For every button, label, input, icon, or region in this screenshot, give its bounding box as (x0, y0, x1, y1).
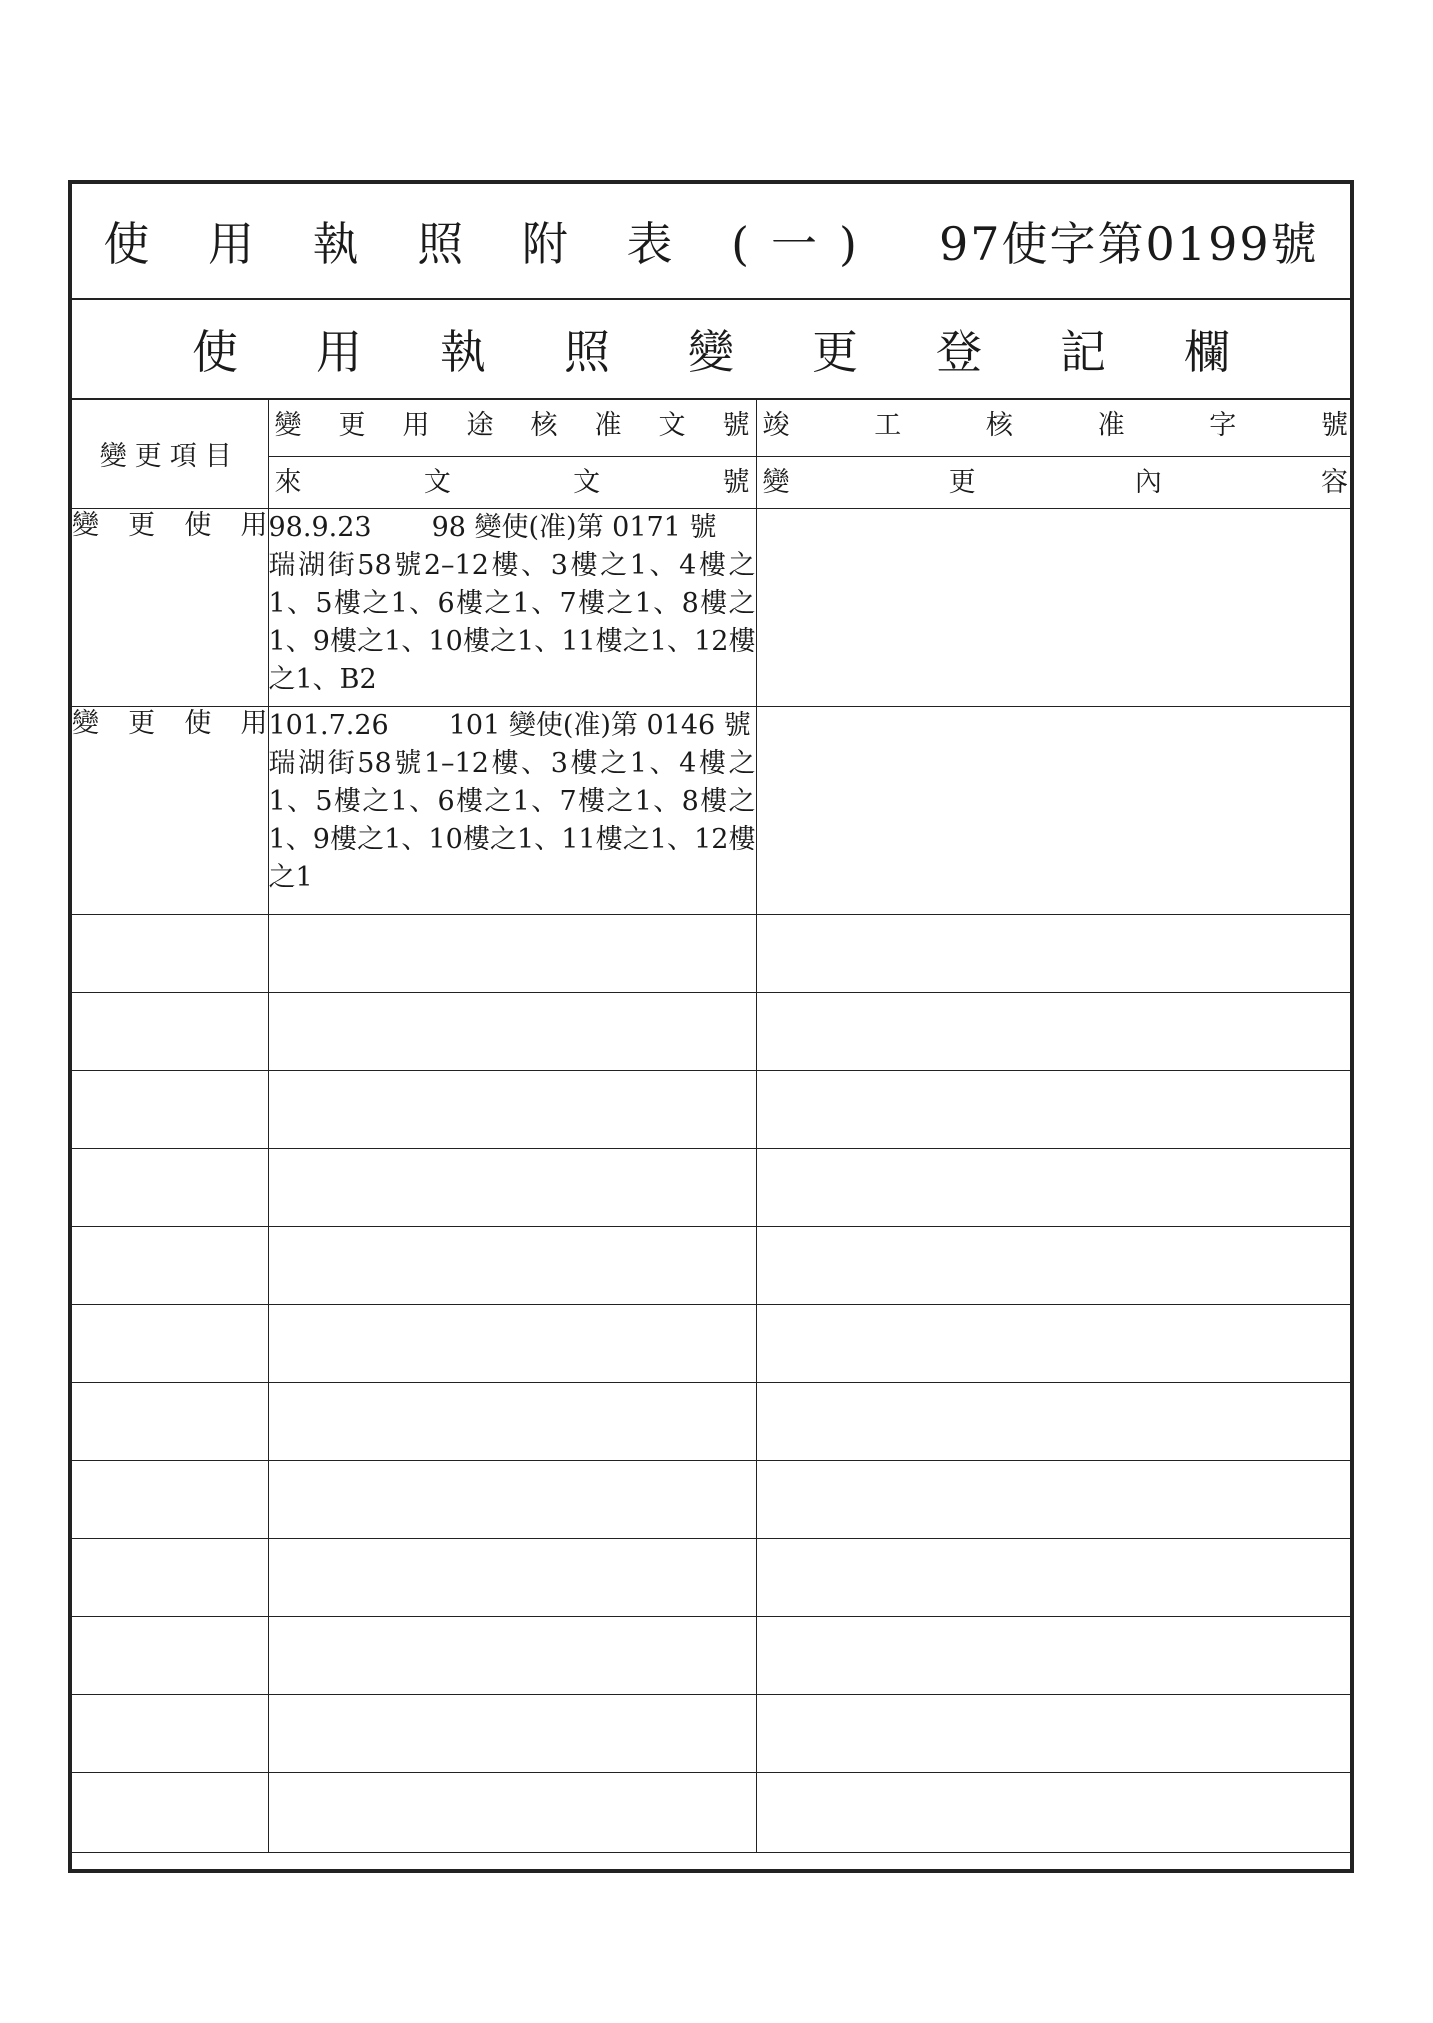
empty-cell (268, 1772, 756, 1852)
empty-cell (756, 1460, 1354, 1538)
completion-header-char: 工 (874, 410, 902, 441)
empty-cell (756, 1226, 1354, 1304)
form-subtitle: 使用執照變更登記欄 (192, 325, 1308, 379)
entry-floors: 瑞湖街58號2–12樓、3樓之1、4樓之1、5樓之1、6樓之1、7樓之1、8樓之1、9樓之1、10樓之1、11樓之1、12樓之1、B2 (268, 549, 756, 695)
entry-category-char: 變 (72, 707, 99, 739)
empty-cell (268, 992, 756, 1070)
incoming-doc-header-char: 文 (423, 466, 451, 498)
form-title-row (72, 184, 1350, 300)
empty-cell (72, 1538, 268, 1616)
permit-number: 97使字第0199號 (939, 217, 1319, 271)
empty-cell (72, 1304, 268, 1382)
approval-doc-header-char: 號 (722, 410, 750, 441)
empty-row (72, 1382, 1354, 1460)
empty-cell (268, 1070, 756, 1148)
empty-cell (268, 1148, 756, 1226)
approval-doc-header-char: 用 (402, 410, 430, 441)
header-row-1 (72, 400, 1354, 456)
empty-cell (756, 1304, 1354, 1382)
permit-form (68, 180, 1354, 1873)
empty-row (72, 992, 1354, 1070)
empty-row (72, 1460, 1354, 1538)
form-title: 使 用 執 照 附 表 (一) (103, 217, 879, 271)
entry-completion (756, 706, 1354, 914)
entry-category-char: 更 (128, 509, 156, 541)
entry-approval (268, 508, 756, 706)
empty-row (72, 1070, 1354, 1148)
empty-cell (72, 1148, 268, 1226)
entry-row (72, 706, 1354, 914)
change-content-header-char: 容 (1320, 466, 1348, 498)
change-content-header (756, 456, 1354, 508)
empty-cell (756, 1772, 1354, 1852)
entry-floors: 瑞湖街58號1–12樓、3樓之1、4樓之1、5樓之1、6樓之1、7樓之1、8樓之1、9樓之1、10樓之1、11樓之1、12樓之1 (268, 747, 756, 893)
empty-cell (268, 1538, 756, 1616)
empty-cell (756, 1070, 1354, 1148)
incoming-doc-header-char: 號 (722, 466, 750, 498)
empty-cell (72, 1382, 268, 1460)
empty-cell (72, 1694, 268, 1772)
empty-cell (268, 1460, 756, 1538)
change-content-header-char: 變 (762, 466, 790, 498)
approval-doc-header-char: 核 (530, 410, 558, 441)
entry-category (72, 706, 268, 914)
empty-cell (72, 1772, 268, 1852)
completion-header (756, 400, 1354, 456)
change-content-header-char: 更 (948, 466, 976, 498)
empty-row (72, 1226, 1354, 1304)
completion-header-char: 號 (1320, 410, 1348, 441)
approval-doc-header-char: 變 (274, 410, 302, 441)
incoming-doc-header-char: 來 (274, 466, 302, 498)
entry-category-char: 用 (240, 509, 268, 541)
entry-category-char: 更 (128, 707, 156, 739)
empty-cell (756, 1694, 1354, 1772)
item-header: 變更項目 (72, 400, 268, 508)
empty-cell (268, 914, 756, 992)
entry-date: 101.7.26 (268, 709, 389, 741)
completion-header-char: 准 (1097, 410, 1125, 441)
empty-row (72, 1538, 1354, 1616)
approval-doc-header (268, 400, 756, 456)
completion-header-char: 核 (985, 410, 1013, 441)
change-register-table (72, 400, 1354, 1853)
approval-doc-header-char: 准 (594, 410, 622, 441)
empty-cell (72, 1226, 268, 1304)
empty-cell (756, 992, 1354, 1070)
entry-category (72, 508, 268, 706)
empty-cell (268, 1226, 756, 1304)
approval-doc-header-char: 更 (338, 410, 366, 441)
empty-row (72, 1772, 1354, 1852)
completion-header-char: 竣 (762, 410, 790, 441)
approval-doc-header-char: 文 (658, 410, 686, 441)
empty-cell (72, 1070, 268, 1148)
empty-cell (268, 1694, 756, 1772)
approval-doc-header-char: 途 (466, 410, 494, 441)
entry-category-char: 用 (240, 707, 268, 739)
empty-row (72, 1148, 1354, 1226)
empty-row (72, 914, 1354, 992)
empty-cell (756, 1538, 1354, 1616)
form-subtitle-row (72, 300, 1350, 400)
empty-row (72, 1694, 1354, 1772)
entry-category-char: 使 (184, 509, 212, 541)
entry-ref-number: 98 變使(准)第 0171 號 (431, 511, 717, 543)
change-content-header-char: 內 (1134, 466, 1162, 498)
entry-ref-number: 101 變使(准)第 0146 號 (448, 709, 751, 741)
entry-category-char: 變 (72, 509, 99, 541)
entry-approval (268, 706, 756, 914)
incoming-doc-header (268, 456, 756, 508)
empty-row (72, 1616, 1354, 1694)
incoming-doc-header-char: 文 (573, 466, 601, 498)
empty-cell (72, 1616, 268, 1694)
empty-row (72, 1304, 1354, 1382)
entry-row (72, 508, 1354, 706)
empty-cell (72, 914, 268, 992)
entry-completion (756, 508, 1354, 706)
entry-date: 98.9.23 (268, 511, 372, 543)
empty-cell (756, 1382, 1354, 1460)
empty-cell (268, 1304, 756, 1382)
empty-cell (756, 1616, 1354, 1694)
empty-cell (72, 1460, 268, 1538)
empty-cell (72, 992, 268, 1070)
empty-cell (756, 1148, 1354, 1226)
completion-header-char: 字 (1209, 410, 1237, 441)
empty-cell (268, 1382, 756, 1460)
empty-cell (756, 914, 1354, 992)
entry-category-char: 使 (184, 707, 212, 739)
empty-cell (268, 1616, 756, 1694)
